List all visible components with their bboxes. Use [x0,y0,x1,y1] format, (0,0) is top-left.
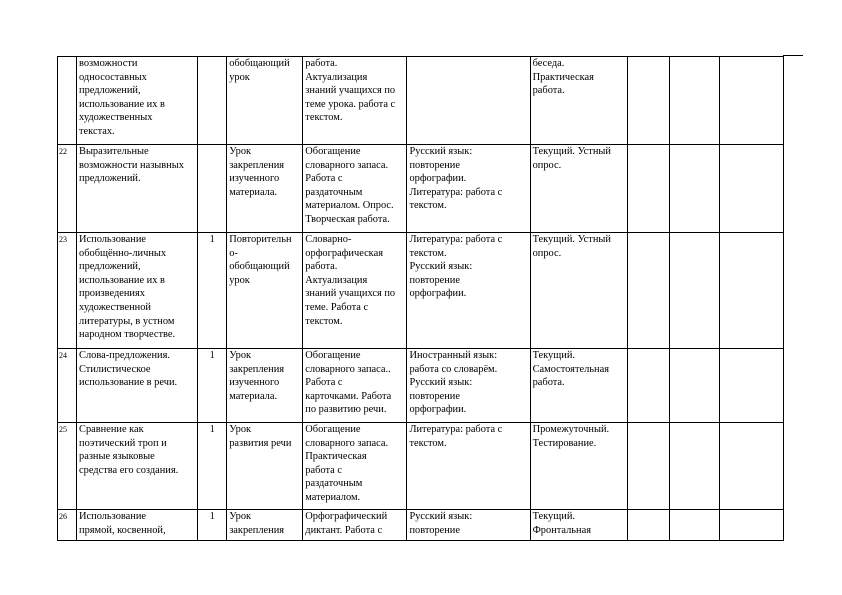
activities-cell: Обогащение словарного запаса.. Работа с карточками. Работа по развитию речи. [303,349,407,423]
activities-cell: работа. Актуализация знаний учащихся по теме урока. работа с текстом. [303,57,407,145]
topic-cell: Сравнение как поэтический троп и разные языковые средства его создания. [77,423,198,510]
empty-cell [627,57,669,145]
lesson-type-cell: Повторительн о- обобщающий урок [227,233,303,349]
table-row [58,233,784,349]
topic-cell: Использование прямой, косвенной, [77,510,198,541]
interdisciplinary-cell [407,57,530,145]
empty-cell [627,349,669,423]
control-cell: Текущий. Самостоятельная работа. [530,349,627,423]
lesson-type-cell: обобщающий урок [227,57,303,145]
empty-cell [719,349,783,423]
control-cell: Текущий. Устный опрос. [530,233,627,349]
corner-rule-mark [783,55,803,56]
topic-cell: Использование обобщённо-личных предложений, использование их в произведениях художественной литературы, в устном народном творчестве. [77,233,198,349]
hours-cell [198,57,227,145]
table-row [58,145,784,233]
empty-cell [719,57,783,145]
interdisciplinary-cell: Литература: работа с текстом. [407,423,530,510]
activities-cell: Орфографический диктант. Работа с [303,510,407,541]
empty-cell [719,510,783,541]
activities-cell: Обогащение словарного запаса. Работа с раздаточным материалом. Опрос. Творческая работа. [303,145,407,233]
row-number: 25 [58,423,77,510]
hours-cell: 1 [198,510,227,541]
empty-cell [669,145,719,233]
control-cell: Промежуточный. Тестирование. [530,423,627,510]
table-row [58,349,784,423]
interdisciplinary-cell: Русский язык: повторение [407,510,530,541]
topic-cell: Слова-предложения. Стилистическое использование в речи. [77,349,198,423]
topic-cell: Выразительные возможности назывных предложений. [77,145,198,233]
empty-cell [669,349,719,423]
row-number [58,57,77,145]
lesson-type-cell: Урок развития речи [227,423,303,510]
table-row [58,510,784,541]
hours-cell: 1 [198,233,227,349]
hours-cell: 1 [198,423,227,510]
control-cell: Текущий. Фронтальная [530,510,627,541]
topic-cell: возможности односоставных предложений, использование их в художественных текстах. [77,57,198,145]
lesson-type-cell: Урок закрепления изученного материала. [227,349,303,423]
empty-cell [669,423,719,510]
hours-cell: 1 [198,349,227,423]
interdisciplinary-cell: Литература: работа с текстом. Русский язык: повторение орфографии. [407,233,530,349]
control-cell: Текущий. Устный опрос. [530,145,627,233]
row-number: 22 [58,145,77,233]
row-number: 23 [58,233,77,349]
control-cell: беседа. Практическая работа. [530,57,627,145]
empty-cell [627,145,669,233]
empty-cell [669,233,719,349]
hours-cell [198,145,227,233]
activities-cell: Обогащение словарного запаса. Практическая работа с раздаточным материалом. [303,423,407,510]
table-row [58,57,784,145]
row-number: 24 [58,349,77,423]
empty-cell [719,145,783,233]
empty-cell [719,423,783,510]
empty-cell [669,57,719,145]
activities-cell: Словарно- орфографическая работа. Актуализация знаний учащихся по теме. Работа с текстом. [303,233,407,349]
empty-cell [627,423,669,510]
interdisciplinary-cell: Русский язык: повторение орфографии. Литература: работа с текстом. [407,145,530,233]
lesson-type-cell: Урок закрепления изученного материала. [227,145,303,233]
lesson-type-cell: Урок закрепления [227,510,303,541]
empty-cell [627,510,669,541]
empty-cell [627,233,669,349]
empty-cell [669,510,719,541]
table-row [58,423,784,510]
row-number: 26 [58,510,77,541]
empty-cell [719,233,783,349]
lesson-plan-table [57,56,784,541]
interdisciplinary-cell: Иностранный язык: работа со словарём. Русский язык: повторение орфографии. [407,349,530,423]
